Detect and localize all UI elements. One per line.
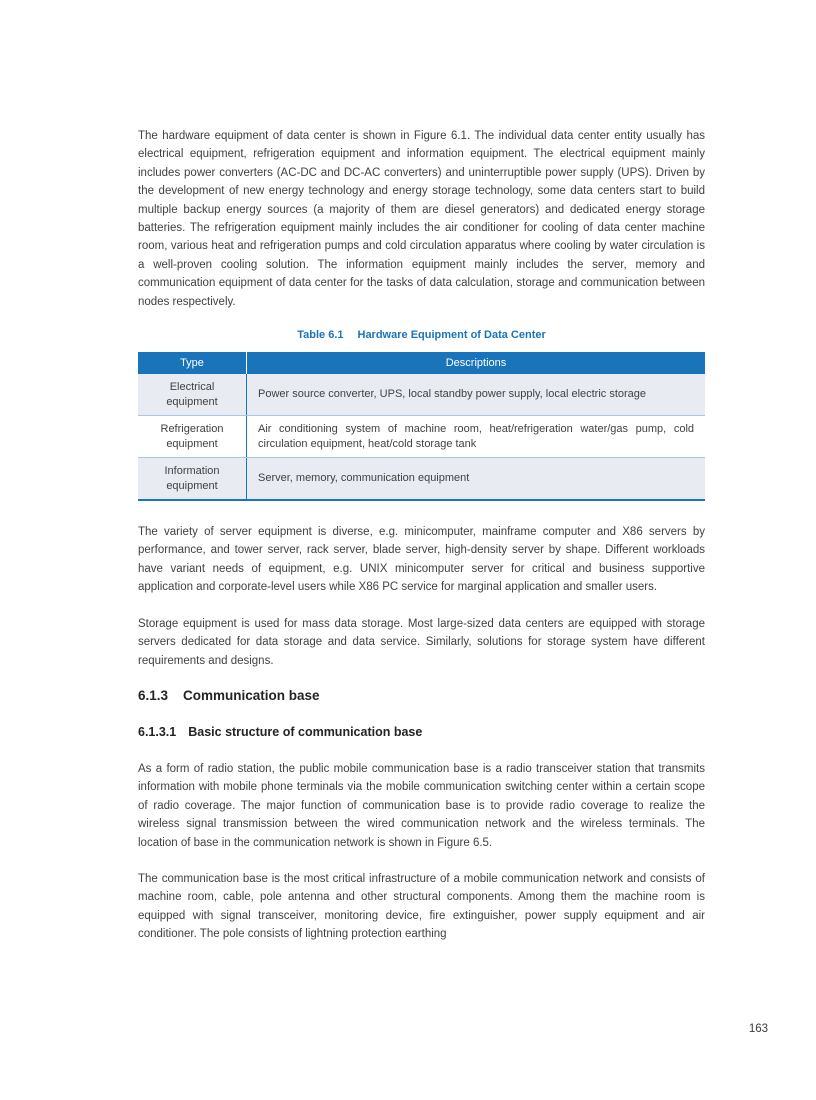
table-header-row: [138, 352, 705, 374]
paragraph-radio-station: As a form of radio station, the public mobile communication base is a radio transceiver station that transmits information with mobile phone terminals via the mobile communication switching center within a certain scope of radio coverage. The major function of communication base is to provide radio coverage to realize the wireless signal transmission between the wired communication network and the wireless terminals. The location of base in the communication network is shown in Figure 6.5.: [138, 762, 705, 849]
subsection-heading-basic-structure: [138, 725, 705, 739]
table-cell-type: Information equipment: [138, 458, 247, 501]
table-row-electrical: [138, 374, 705, 416]
table-cell-type: Electrical equipment: [138, 374, 247, 416]
subsection-heading-title: Basic structure of communication base: [188, 724, 423, 739]
page-content: [138, 127, 705, 962]
page-number: 163: [748, 1023, 768, 1035]
subsection-heading-number: 6.1.3.1: [138, 724, 177, 739]
table-cell-description: Server, memory, communication equipment: [247, 458, 706, 501]
table-row-refrigeration: [138, 416, 705, 458]
section-heading-title: Communication base: [183, 687, 320, 703]
paragraph-server-variety: The variety of server equipment is diverse, e.g. minicomputer, mainframe computer and X86 servers by performance, and tower server, rack server, blade server, high-density server by shape. Different workloads have variant needs of equipment, e.g. UNIX minicomputer server for critical and business supportive application and corporate-level users while X86 PC service for marginal application and smaller users.: [138, 526, 705, 594]
section-heading-number: 6.1.3: [138, 687, 169, 703]
table-caption: [138, 329, 705, 341]
paragraph-communication-infrastructure: The communication base is the most critical infrastructure of a mobile communication network and consists of machine room, cable, pole antenna and other structural components. Among them the machine room is equipped with signal transceiver, monitoring device, fire extinguisher, power supply equipment and air conditioner. The pole consists of lightning protection earthing: [138, 872, 705, 941]
section-heading-communication-base: [138, 688, 705, 703]
table-caption-title: Hardware Equipment of Data Center: [357, 329, 546, 342]
table-row-information: [138, 458, 705, 501]
table-cell-description: Air conditioning system of machine room, heat/refrigeration water/gas pump, cold circulation equipment, heat/cold storage tank: [247, 416, 706, 458]
table-header-type: Type: [138, 352, 247, 374]
paragraph-hardware-equipment: The hardware equipment of data center is shown in Figure 6.1. The individual data center entity usually has electrical equipment, refrigeration equipment and information equipment. The electrical equipment mainly includes power converters (AC-DC and DC-AC converters) and uninterruptible power supply (UPS). Driven by the development of new energy technology and energy storage technology, some data centers start to build multiple backup energy sources (a majority of them are diesel generators) and dedicated energy storage batteries. The refrigeration equipment mainly includes the air conditioner for cooling of data center machine room, various heat and refrigeration pumps and cold circulation apparatus where cooling by water circulation is a well-proven cooling solution. The information equipment mainly includes the server, memory and communication equipment of data center for the tasks of data calculation, storage and communication between nodes respectively.: [138, 130, 705, 308]
table-cell-type: Refrigeration equipment: [138, 416, 247, 458]
table-caption-label: Table 6.1: [297, 329, 344, 342]
paragraph-storage-equipment: Storage equipment is used for mass data storage. Most large-sized data centers are equipped with storage servers dedicated for data storage and data service. Similarly, solutions for storage system have different requirements and designs.: [138, 617, 705, 667]
table-header-descriptions: Descriptions: [247, 352, 706, 374]
hardware-equipment-table: [138, 352, 705, 501]
table-cell-description: Power source converter, UPS, local standby power supply, local electric storage: [247, 374, 706, 416]
